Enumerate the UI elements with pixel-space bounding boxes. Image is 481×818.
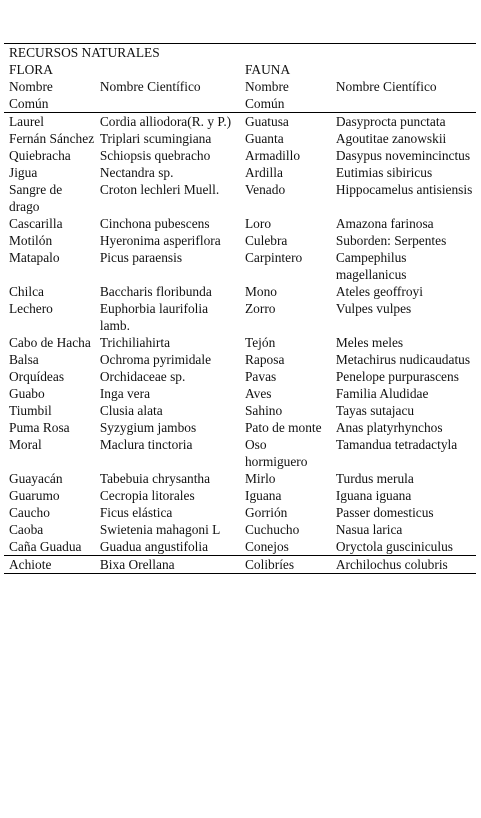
flora-common-name: Achiote <box>4 556 95 574</box>
fauna-scientific-name: Eutimias sibiricus <box>335 165 433 180</box>
fauna-scientific-name: Amazona farinosa <box>335 216 434 231</box>
fauna-scientific-name: Iguana iguana <box>335 488 412 503</box>
flora-common-name: Lechero <box>9 301 53 316</box>
table-row <box>4 419 476 436</box>
flora-scientific-name: Trichiliahirta <box>99 335 171 350</box>
table-row <box>4 164 476 181</box>
flora-common-name: Tiumbil <box>9 403 52 418</box>
flora-common-name: Guabo <box>9 386 45 401</box>
column-header-flora-common: Nombre Común <box>4 78 95 113</box>
flora-scientific-name: Triplari scumingiana <box>99 131 212 146</box>
table-row <box>4 249 476 283</box>
fauna-common-name: Culebra <box>244 233 288 248</box>
fauna-common-name: Armadillo <box>244 148 301 163</box>
fauna-scientific-name: Anas platyrhynchos <box>335 420 443 435</box>
flora-scientific-name: Picus paraensis <box>99 250 183 265</box>
flora-scientific-name: Bixa Orellana <box>95 556 240 574</box>
table-row <box>4 470 476 487</box>
fauna-common-name: Tejón <box>244 335 276 350</box>
fauna-common-name: Venado <box>244 182 286 197</box>
flora-common-name: Sangre de drago <box>9 182 63 214</box>
flora-scientific-name: Ficus elástica <box>99 505 173 520</box>
fauna-common-name: Cuchucho <box>244 522 300 537</box>
fauna-common-name: Conejos <box>244 539 289 554</box>
fauna-common-name: Sahino <box>244 403 283 418</box>
flora-scientific-name: Tabebuia chrysantha <box>99 471 211 486</box>
flora-scientific-name: Syzygium jambos <box>99 420 197 435</box>
flora-scientific-name: Inga vera <box>99 386 151 401</box>
table-row <box>4 385 476 402</box>
flora-scientific-name: Guadua angustifolia <box>99 539 209 554</box>
fauna-scientific-name: Nasua larica <box>335 522 403 537</box>
table-row <box>4 487 476 504</box>
flora-common-name: Balsa <box>9 352 39 367</box>
flora-common-name: Cascarilla <box>9 216 63 231</box>
fauna-common-name: Guanta <box>244 131 284 146</box>
flora-scientific-name: Maclura tinctoria <box>99 437 193 452</box>
section-row <box>4 61 476 78</box>
table-row <box>4 113 476 131</box>
column-header-fauna-common: Nombre Común <box>240 78 331 113</box>
table-row <box>4 402 476 419</box>
fauna-scientific-name: Turdus merula <box>335 471 414 486</box>
column-header-fauna-scientific: Nombre Científico <box>331 78 476 113</box>
fauna-scientific-name: Oryctola gusciniculus <box>335 539 453 554</box>
flora-label: FLORA <box>9 62 53 77</box>
flora-scientific-name: Baccharis floribunda <box>99 284 212 299</box>
fauna-common-name: Guatusa <box>244 114 289 129</box>
flora-common-name: Chilca <box>9 284 44 299</box>
flora-common-name: Matapalo <box>9 250 60 265</box>
fauna-scientific-name: Dasypus novemincinctus <box>335 148 471 163</box>
fauna-common-name: Carpintero <box>244 250 303 265</box>
flora-common-name: Moral <box>9 437 42 452</box>
table-row <box>4 521 476 538</box>
fauna-scientific-name: Meles meles <box>335 335 404 350</box>
fauna-scientific-name: Tayas sutajacu <box>335 403 415 418</box>
flora-scientific-name: Cecropia litorales <box>99 488 195 503</box>
flora-common-name: Guarumo <box>9 488 60 503</box>
table-row <box>4 334 476 351</box>
flora-scientific-name: Nectandra sp. <box>99 165 174 180</box>
fauna-scientific-name: Penelope purpurascens <box>335 369 459 384</box>
flora-common-name: Fernán Sánchez <box>9 131 95 146</box>
fauna-common-name: Raposa <box>244 352 285 367</box>
table-row <box>4 181 476 215</box>
fauna-common-name: Gorrión <box>244 505 288 520</box>
fauna-scientific-name: Familia Aludidae <box>335 386 429 401</box>
table-row <box>4 147 476 164</box>
flora-scientific-name: Euphorbia laurifolia lamb. <box>99 301 209 333</box>
flora-common-name: Orquídeas <box>9 369 65 384</box>
flora-scientific-name: Ochroma pyrimidale <box>99 352 212 367</box>
flora-common-name: Guayacán <box>9 471 63 486</box>
flora-common-name: Caoba <box>9 522 44 537</box>
fauna-scientific-name: Archilochus colubris <box>331 556 476 574</box>
table-row <box>4 351 476 368</box>
fauna-common-name: Ardilla <box>244 165 283 180</box>
fauna-scientific-name: Hippocamelus antisiensis <box>335 182 473 197</box>
table-row <box>4 538 476 556</box>
fauna-scientific-name: Tamandua tetradactyla <box>335 437 458 452</box>
flora-scientific-name: Clusia alata <box>99 403 163 418</box>
table-row <box>4 283 476 300</box>
fauna-scientific-name: Vulpes vulpes <box>335 301 412 316</box>
fauna-common-name: Colibríes <box>240 556 331 574</box>
table-row <box>4 215 476 232</box>
flora-common-name: Caucho <box>9 505 50 520</box>
flora-common-name: Puma Rosa <box>9 420 70 435</box>
table-row <box>4 368 476 385</box>
table-row <box>4 504 476 521</box>
fauna-common-name: Loro <box>244 216 272 231</box>
flora-scientific-name: Cinchona pubescens <box>99 216 210 231</box>
table-title: RECURSOS NATURALES <box>4 44 476 62</box>
natural-resources-table <box>4 43 476 574</box>
flora-scientific-name: Swietenia mahagoni L <box>99 522 221 537</box>
fauna-common-name: Mono <box>244 284 277 299</box>
flora-scientific-name: Schiopsis quebracho <box>99 148 211 163</box>
flora-scientific-name: Croton lechleri Muell. <box>99 182 220 197</box>
column-header-flora-scientific: Nombre Científico <box>95 78 240 113</box>
fauna-scientific-name: Metachirus nudicaudatus <box>335 352 471 367</box>
fauna-common-name: Zorro <box>244 301 276 316</box>
fauna-common-name: Iguana <box>244 488 282 503</box>
fauna-scientific-name: Suborden: Serpentes <box>335 233 447 248</box>
fauna-scientific-name: Passer domesticus <box>335 505 434 520</box>
fauna-common-name: Oso hormiguero <box>244 437 308 469</box>
flora-scientific-name: Hyeronima asperiflora <box>99 233 221 248</box>
table-row <box>4 300 476 334</box>
table-row <box>4 436 476 470</box>
fauna-common-name: Pavas <box>244 369 277 384</box>
title-row <box>4 44 476 62</box>
fauna-scientific-name: Dasyprocta punctata <box>335 114 446 129</box>
fauna-label: FAUNA <box>244 62 291 77</box>
flora-common-name: Motilón <box>9 233 53 248</box>
flora-common-name: Cabo de Hacha <box>9 335 91 350</box>
table-row <box>4 130 476 147</box>
flora-common-name: Laurel <box>9 114 44 129</box>
fauna-common-name: Mirlo <box>244 471 276 486</box>
fauna-scientific-name: Campephilus magellanicus <box>335 250 407 282</box>
column-header-row <box>4 78 476 113</box>
fauna-scientific-name: Ateles geoffroyi <box>335 284 423 299</box>
flora-common-name: Caña Guadua <box>9 539 82 554</box>
table-row <box>4 232 476 249</box>
flora-scientific-name: Orchidaceae sp. <box>99 369 186 384</box>
fauna-common-name: Aves <box>244 386 272 401</box>
fauna-scientific-name: Agoutitae zanowskii <box>335 131 447 146</box>
fauna-common-name: Pato de monte <box>244 420 322 435</box>
flora-common-name: Quiebracha <box>9 148 71 163</box>
flora-common-name: Jigua <box>9 165 38 180</box>
table-row <box>4 556 476 574</box>
flora-scientific-name: Cordia alliodora(R. y P.) <box>99 114 232 129</box>
